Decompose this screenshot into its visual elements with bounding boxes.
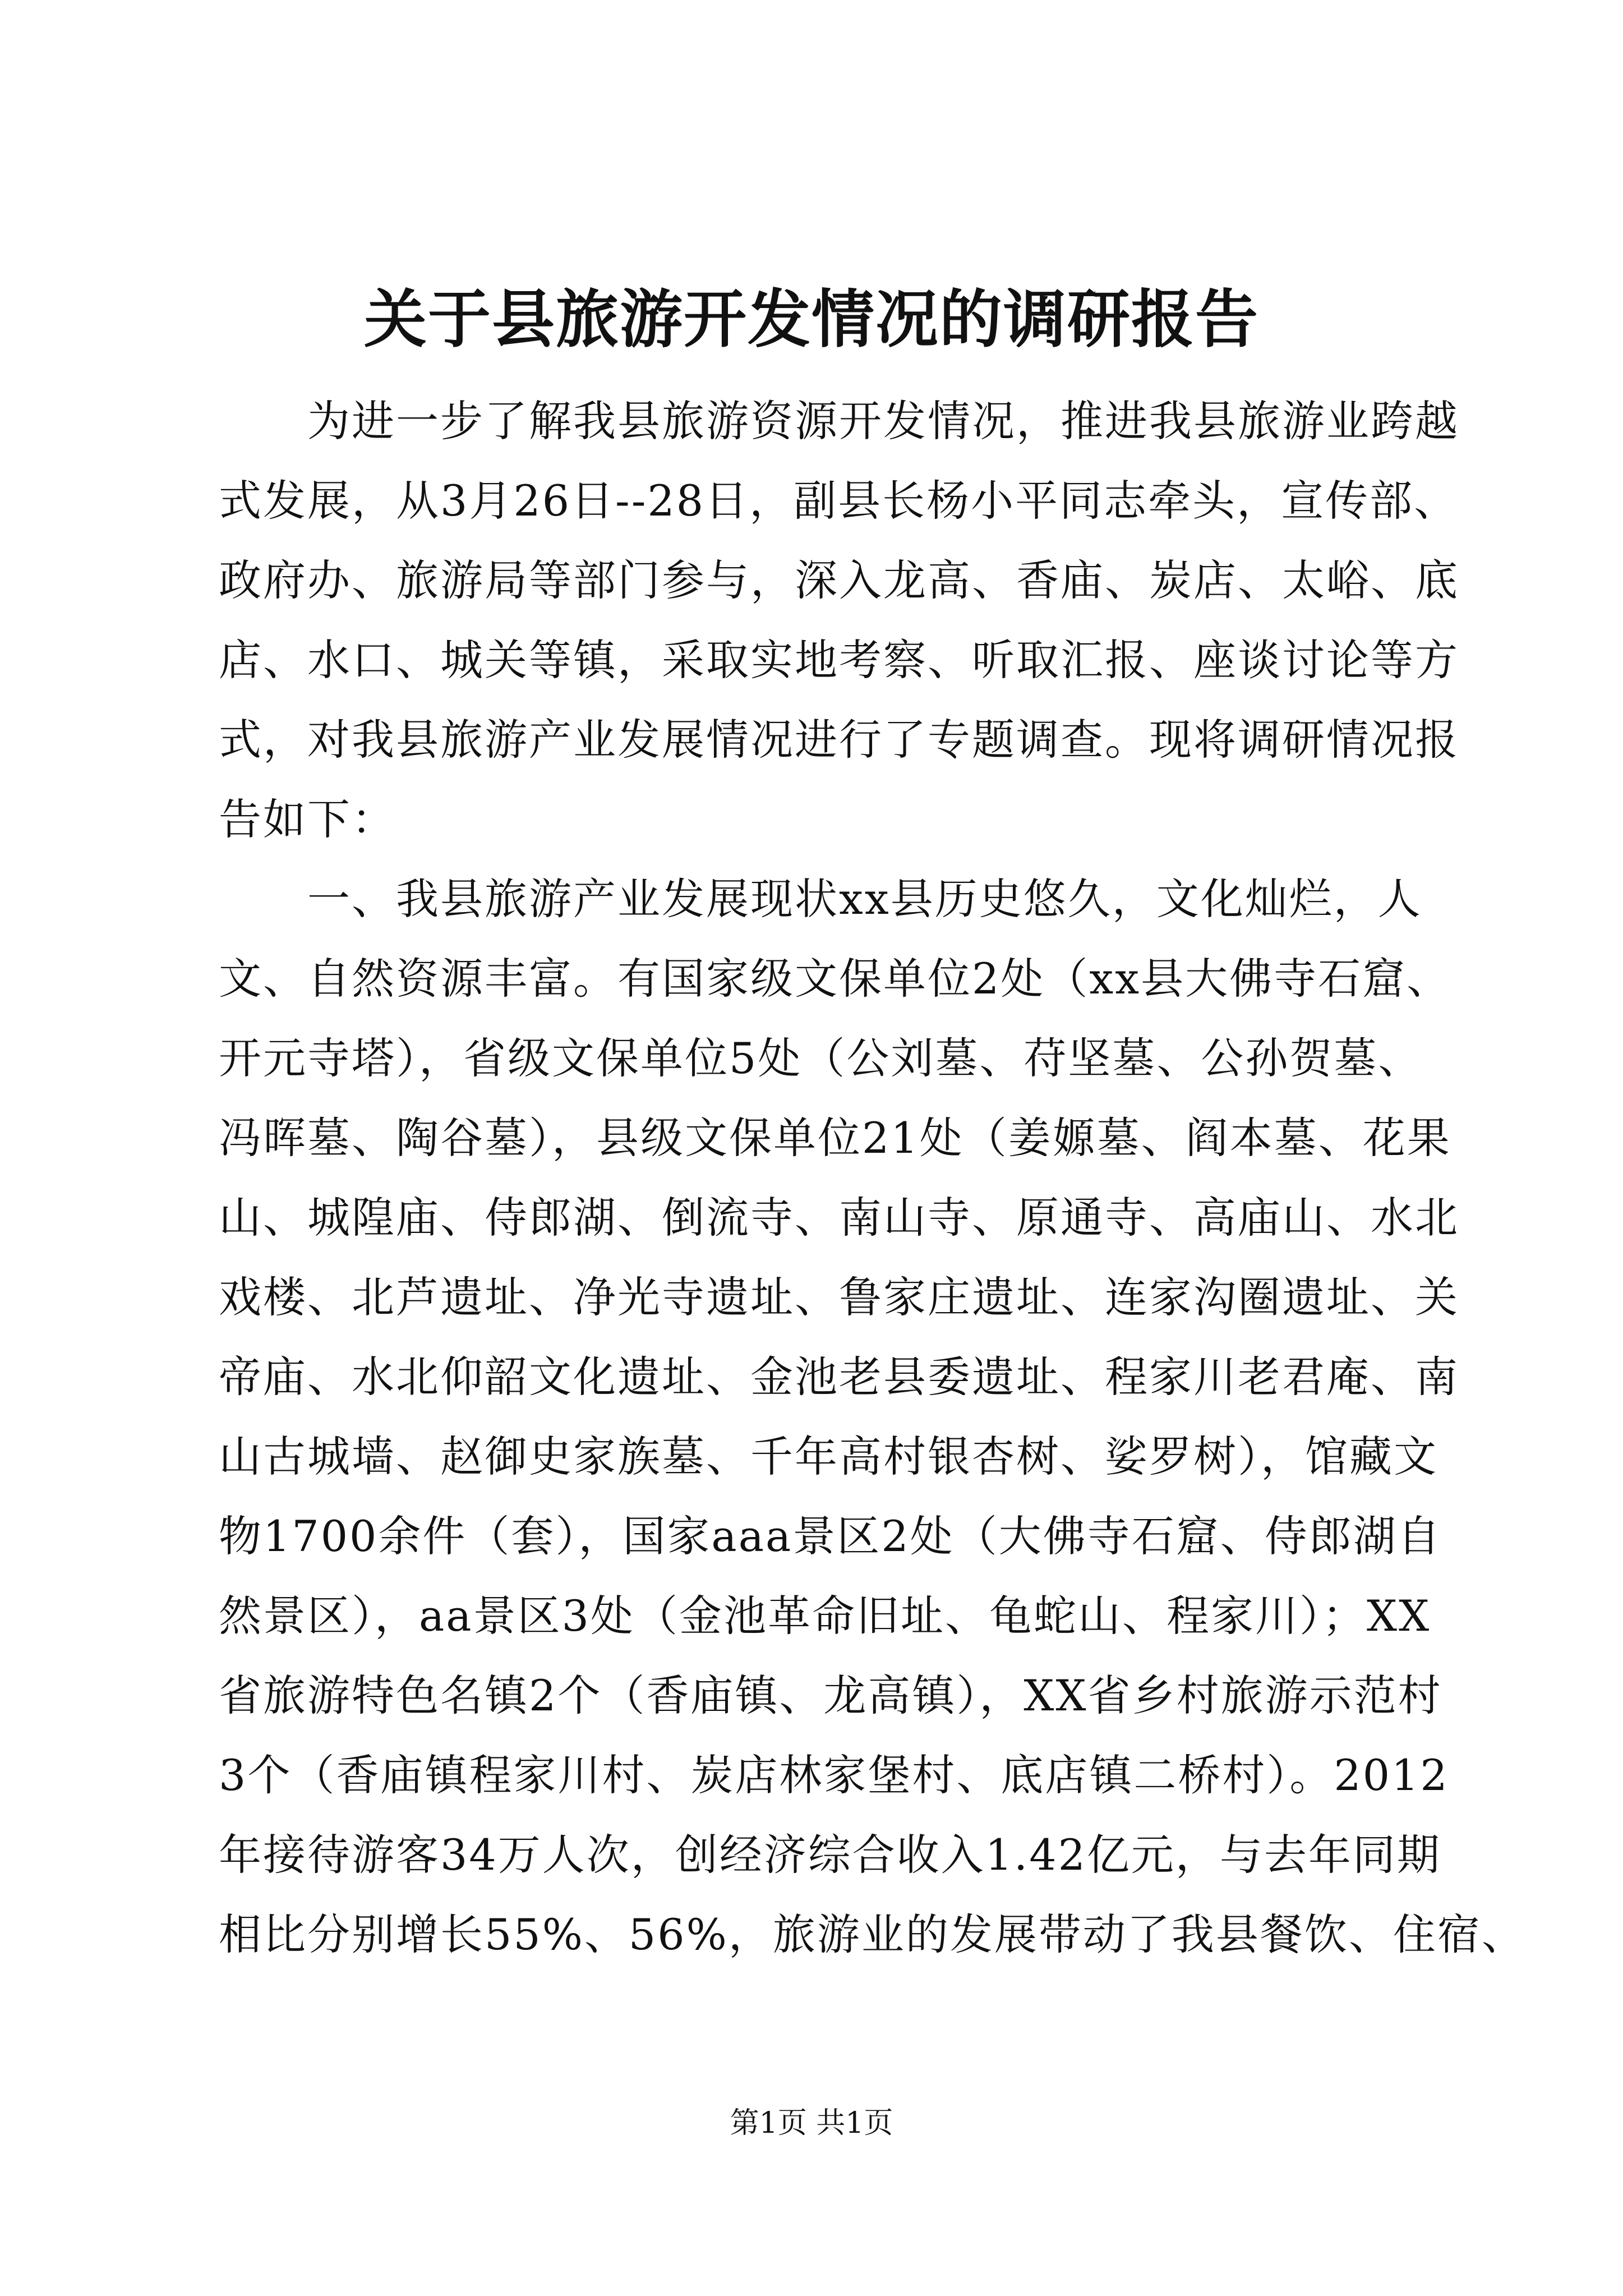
body-line: 年接待游客34万人次，创经济综合收入1.42亿元，与去年同期	[219, 1830, 1441, 1880]
body-line: 戏楼、北芦遗址、净光寺遗址、鲁家庄遗址、连家沟圈遗址、关	[219, 1272, 1459, 1322]
page-number-footer: 第1页 共1页	[730, 2106, 893, 2140]
body-line: 式发展，从3月26日--28日，副县长杨小平同志牵头，宣传部、	[219, 476, 1459, 526]
body-line: 文、自然资源丰富。有国家级文保单位2处（xx县大佛寺石窟、	[219, 954, 1451, 1004]
body-line: 省旅游特色名镇2个（香庙镇、龙高镇），XX省乡村旅游示范村	[219, 1671, 1442, 1720]
document-title: 关于县旅游开发情况的调研报告	[364, 283, 1259, 356]
body-line: 政府办、旅游局等部门参与，深入龙高、香庙、炭店、太峪、底	[219, 555, 1459, 605]
body-line: 3个（香庙镇程家川村、炭店林家堡村、底店镇二桥村）。2012	[219, 1750, 1449, 1800]
body-line: 山古城墙、赵御史家族墓、千年高村银杏树、娑罗树），馆藏文	[219, 1432, 1438, 1481]
body-line: 告如下：	[219, 794, 396, 844]
body-line: 山、城隍庙、侍郎湖、倒流寺、南山寺、原通寺、高庙山、水北	[219, 1193, 1459, 1243]
body-line: 为进一步了解我县旅游资源开发情况，推进我县旅游业跨越	[219, 396, 1459, 446]
body-line: 相比分别增长55%、56%，旅游业的发展带动了我县餐饮、住宿、	[219, 1910, 1526, 1959]
body-line: 冯晖墓、陶谷墓），县级文保单位21处（姜嫄墓、阎本墓、花果	[219, 1113, 1451, 1163]
document-body	[219, 381, 1526, 1975]
body-line: 开元寺塔），省级文保单位5处（公刘墓、苻坚墓、公孙贺墓、	[219, 1033, 1423, 1083]
body-line: 式，对我县旅游产业发展情况进行了专题调查。现将调研情况报	[219, 715, 1459, 765]
body-line: 一、我县旅游产业发展现状xx县历史悠久，文化灿烂，人	[219, 874, 1422, 924]
body-line: 帝庙、水北仰韶文化遗址、金池老县委遗址、程家川老君庵、南	[219, 1352, 1459, 1402]
body-line: 物1700余件（套），国家aaa景区2处（大佛寺石窟、侍郎湖自	[219, 1511, 1442, 1561]
body-line: 店、水口、城关等镇，采取实地考察、听取汇报、座谈讨论等方	[219, 635, 1459, 685]
body-line: 然景区），aa景区3处（金池革命旧址、龟蛇山、程家川）；XX	[219, 1591, 1431, 1641]
